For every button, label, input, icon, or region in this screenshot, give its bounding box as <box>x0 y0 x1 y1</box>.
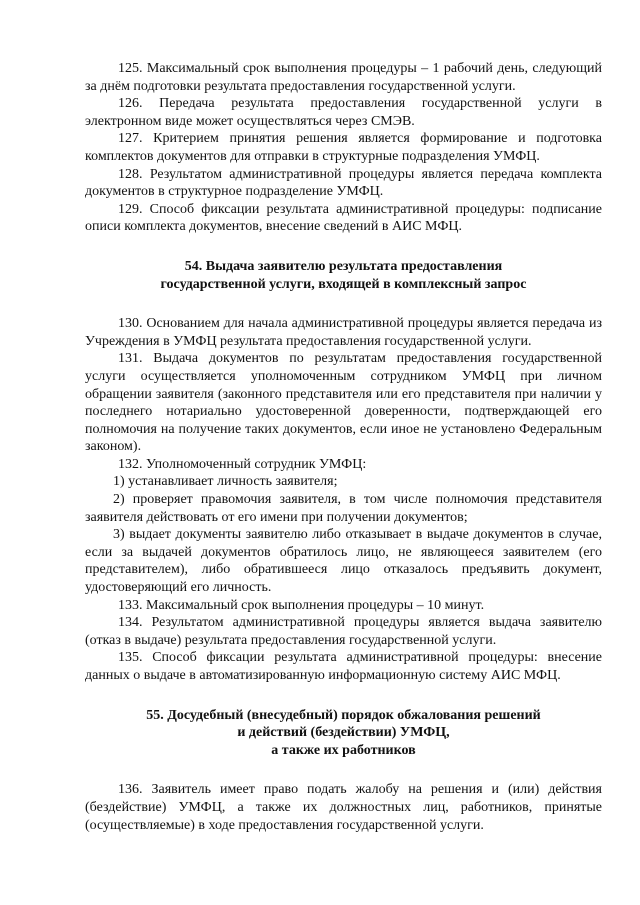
list-item-3: 3) выдает документы заявителю либо отказывает в выдаче документов в случае, если за выдачей документов обратилось лицо, не являющееся заявителем (его представителем), либо обратившееся лицо отказалось предъявить документ, удостоверяющий его личность. <box>85 527 602 596</box>
paragraph-136: 136. Заявитель имеет право подать жалобу на решения и (или) действия (бездействие) УМФЦ, а также их должностных лиц, работников, принятые (осуществляемые) в ходе предоставления государственной услуги. <box>85 782 602 833</box>
section-heading-54-line1: 54. Выдача заявителю результата предоставления <box>184 258 503 274</box>
paragraph-134: 134. Результатом административной процедуры является выдача заявителю (отказ в выдаче) результата предоставления государственной услуги. <box>85 615 602 648</box>
paragraph-131: 131. Выдача документов по результатам предоставления государственной услуги осуществляется уполномоченным сотрудником УМФЦ при личном обращении заявителя (законного представителя или его представителя при наличии у последнего нотариально удостоверенной доверенности, подтверждающей его полномочия на получение таких документов, если иное не установлено Федеральным законом). <box>85 351 602 455</box>
document-body <box>85 60 602 834</box>
section-heading-55 <box>85 707 602 760</box>
paragraph-133: 133. Максимальный срок выполнения процедуры – 10 минут. <box>118 597 485 613</box>
paragraph-125: 125. Максимальный срок выполнения процедуры – 1 рабочий день, следующий за днём подготовки результата предоставления государственной услуги. <box>85 61 602 94</box>
section-heading-54-line2: государственной услуги, входящей в комплексный запрос <box>160 276 527 292</box>
paragraph-129: 129. Способ фиксации результата административной процедуры: подписание описи комплекта документов, внесение сведений в АИС МФЦ. <box>85 201 602 235</box>
section-heading-54 <box>85 258 602 293</box>
list-item-2: 2) проверяет правомочия заявителя, в том числе полномочия представителя заявителя действовать от его имени при получении документов; <box>85 492 602 525</box>
paragraph-127: 127. Критерием принятия решения является формирование и подготовка комплектов документов для отправки в структурные подразделения УМФЦ. <box>85 131 602 164</box>
paragraph-132: 132. Уполномоченный сотрудник УМФЦ: <box>118 456 367 472</box>
section-heading-55-line1: 55. Досудебный (внесудебный) порядок обжалования решений <box>146 707 541 723</box>
paragraph-135: 135. Способ фиксации результата административной процедуры: внесение данных о выдаче в автоматизированную информационную систему АИС МФЦ. <box>85 650 602 683</box>
paragraph-130: 130. Основанием для начала административной процедуры является передача из Учреждения в УМФЦ результата предоставления государственной услуги. <box>85 316 602 349</box>
section-heading-55-line3: а также их работников <box>271 742 416 758</box>
paragraph-128: 128. Результатом административной процедуры является передача комплекта документов в структурное подразделение УМФЦ. <box>85 166 602 200</box>
paragraph-126: 126. Передача результата предоставления государственной услуги в электронном виде может осуществляться через СМЭВ. <box>85 96 602 129</box>
section-heading-55-line2: и действий (бездействии) УМФЦ, <box>237 725 450 741</box>
list-item-1: 1) устанавливает личность заявителя; <box>113 474 338 490</box>
